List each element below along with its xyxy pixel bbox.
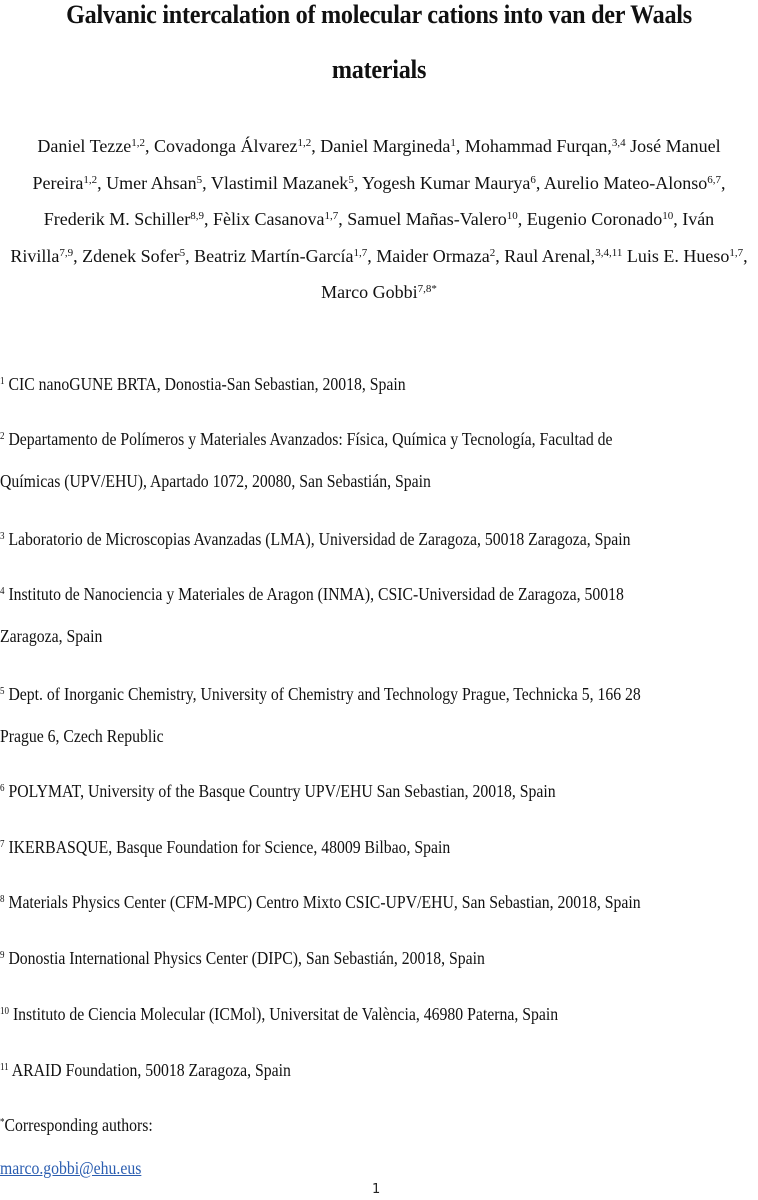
author-separator: , [311, 136, 321, 156]
affiliation-text: Materials Physics Center (CFM-MPC) Centro Mixto CSIC-UPV/EHU, San Sebastian, 20018, Spain [8, 892, 641, 912]
affiliation-text: CIC nanoGUNE BRTA, Donostia-San Sebastian, 20018, Spain [8, 374, 406, 394]
author-affiliation-marker: 1,2 [83, 173, 98, 186]
affiliation-number: 5 [0, 686, 5, 697]
author-name: Raul Arenal, [504, 245, 596, 266]
author-name: Daniel Margineda [320, 136, 451, 156]
author-separator: , [455, 136, 465, 156]
author-name: Eugenio Coronado [526, 209, 663, 229]
author-name: Vlastimil Mazanek [210, 172, 349, 193]
author-separator: , [517, 209, 527, 229]
corresponding-marker: * [0, 1117, 5, 1128]
author-affiliation-marker: 5 [179, 246, 186, 259]
author-name: Maider Ormaza [376, 245, 490, 266]
author [194, 246, 376, 266]
affiliation-line [0, 770, 682, 812]
corresponding-label-text: Corresponding authors: [4, 1115, 153, 1135]
affiliation-1 [0, 363, 682, 405]
paper-title-line-2: materials [331, 55, 427, 84]
author-separator: , [353, 172, 363, 193]
affiliation-number: 11 [0, 1062, 9, 1073]
affiliation-line [0, 826, 682, 868]
affiliation-10 [0, 993, 682, 1035]
author [82, 246, 194, 266]
affiliation-number: 8 [0, 894, 5, 905]
author [211, 173, 362, 193]
corresponding-email-link[interactable]: marco.gobbi@ehu.eus [0, 1158, 142, 1178]
affiliation-text: Dept. of Inorganic Chemistry, University of Chemistry and Technology Prague, Technicka 5, 166 28 [8, 684, 641, 704]
affiliation-4 [0, 573, 682, 657]
author [465, 136, 630, 156]
affiliation-number: 1 [0, 376, 5, 387]
affiliation-3 [0, 518, 682, 560]
author [544, 173, 726, 193]
affiliation-2 [0, 418, 682, 502]
affiliation-line [0, 418, 682, 460]
author-name: Umer Ahsan [106, 172, 197, 193]
author-name: Iván Rivilla [10, 209, 715, 266]
affiliation-text: Químicas (UPV/EHU), Apartado 1072, 20080, San Sebastián, Spain [0, 471, 431, 491]
author-affiliation-marker: 5 [348, 173, 354, 186]
affiliation-5 [0, 673, 682, 757]
affiliation-number: 10 [0, 1006, 9, 1017]
author-name: José Manuel Pereira [32, 136, 721, 193]
author-name: Samuel Mañas-Valero [347, 209, 507, 229]
author-affiliation-marker: 7,8* [417, 283, 437, 295]
affiliation-line [0, 1049, 682, 1091]
affiliation-8 [0, 881, 682, 923]
author-name: Daniel Tezze [37, 136, 132, 156]
author-affiliation-marker: 1,7 [353, 246, 368, 259]
affiliation-number: 3 [0, 531, 5, 542]
author-separator: , [367, 245, 377, 266]
author-separator: , [338, 209, 348, 229]
affiliation-text: Donostia International Physics Center (DIPC), San Sebastián, 20018, Spain [8, 948, 485, 968]
affiliation-number: 4 [0, 586, 5, 597]
author-separator: , [721, 172, 726, 193]
author [347, 209, 526, 229]
author [37, 136, 154, 156]
paper-title-line-1: Galvanic intercalation of molecular cations into van der Waals [66, 0, 692, 29]
affiliation-line [0, 715, 682, 757]
author [362, 173, 544, 193]
author-separator: , [535, 172, 544, 193]
affiliation-text: Instituto de Nanociencia y Materiales de Aragon (INMA), CSIC-Universidad de Zaragoza, 50018 [8, 584, 624, 604]
author-name: Aurelio Mateo-Alonso [543, 172, 708, 193]
affiliation-text: Departamento de Polímeros y Materiales Avanzados: Física, Química y Tecnología, Facultad de [8, 429, 613, 449]
author [320, 136, 465, 156]
author-separator: , [495, 245, 505, 266]
author [321, 282, 437, 302]
author-name: Frederik M. Schiller [43, 209, 191, 229]
corresponding-authors-label [0, 1115, 153, 1136]
affiliation-line [0, 518, 682, 560]
author-separator: , [743, 245, 748, 266]
author-affiliation-marker: 6 [530, 173, 536, 186]
author-separator: , [204, 209, 214, 229]
author-separator: , [145, 136, 155, 156]
affiliation-number: 2 [0, 431, 5, 442]
author-name: Covadonga Álvarez [154, 136, 298, 156]
author-affiliation-marker: 1,2 [297, 137, 312, 149]
author-affiliation-marker: 3,4 [611, 137, 626, 149]
affiliation-line [0, 573, 682, 615]
author [154, 136, 320, 156]
author-affiliation-marker: 1,7 [324, 210, 339, 222]
author-separator: , [97, 172, 107, 193]
author [504, 246, 627, 266]
affiliation-7 [0, 826, 682, 868]
author-name: Mohammad Furqan, [464, 136, 612, 156]
affiliation-number: 7 [0, 839, 5, 850]
author-affiliation-marker: 3,4,11 [595, 246, 623, 259]
affiliation-line [0, 881, 682, 923]
affiliation-6 [0, 770, 682, 812]
author-separator: , [73, 245, 83, 266]
author-name: Marco Gobbi [321, 282, 418, 302]
author-affiliation-marker: 10 [662, 210, 674, 222]
affiliation-9 [0, 937, 682, 979]
author [106, 173, 211, 193]
author-name: Yogesh Kumar Maurya [362, 172, 531, 193]
author [376, 246, 504, 266]
author-name: Luis E. Hueso [626, 245, 730, 266]
author-affiliation-marker: 1,2 [131, 137, 146, 149]
author [627, 246, 748, 266]
author-name: Fèlix Casanova [213, 209, 325, 229]
author [44, 209, 213, 229]
affiliation-text: Zaragoza, Spain [0, 626, 103, 646]
author-affiliation-marker: 2 [489, 246, 496, 259]
author-separator: , [202, 172, 211, 193]
author-affiliation-marker: 6,7 [707, 173, 722, 186]
affiliation-text: Prague 6, Czech Republic [0, 726, 164, 746]
affiliation-text: Laboratorio de Microscopias Avanzadas (LMA), Universidad de Zaragoza, 50018 Zaragoza, Spain [8, 529, 631, 549]
author [213, 209, 347, 229]
affiliation-line [0, 363, 682, 405]
author-separator: , [673, 209, 683, 229]
author-separator: , [185, 245, 195, 266]
affiliation-11 [0, 1049, 682, 1091]
author-name: Beatriz Martín-García [194, 245, 354, 266]
affiliation-text: Instituto de Ciencia Molecular (ICMol), Universitat de València, 46980 Paterna, Spain [12, 1004, 559, 1024]
affiliation-line [0, 993, 682, 1035]
affiliation-number: 6 [0, 783, 5, 794]
author-affiliation-marker: 5 [196, 173, 203, 186]
affiliation-line [0, 937, 682, 979]
affiliation-text: IKERBASQUE, Basque Foundation for Science, 48009 Bilbao, Spain [8, 837, 451, 857]
affiliation-number: 9 [0, 950, 5, 961]
author-list [10, 128, 748, 311]
page-number: 1 [372, 1182, 381, 1197]
author-affiliation-marker: 7,9 [59, 246, 74, 259]
affiliation-line [0, 615, 682, 657]
author [527, 209, 682, 229]
affiliation-text: POLYMAT, University of the Basque Country UPV/EHU San Sebastian, 20018, Spain [8, 781, 556, 801]
affiliation-text: ARAID Foundation, 50018 Zaragoza, Spain [11, 1060, 291, 1080]
author-affiliation-marker: 1 [450, 137, 456, 149]
affiliation-line [0, 673, 682, 715]
author-affiliation-marker: 10 [506, 210, 518, 222]
author-affiliation-marker: 8,9 [190, 210, 205, 222]
author-affiliation-marker: 1,7 [729, 246, 744, 259]
author-name: Zdenek Sofer [82, 245, 180, 266]
affiliation-line [0, 460, 682, 502]
